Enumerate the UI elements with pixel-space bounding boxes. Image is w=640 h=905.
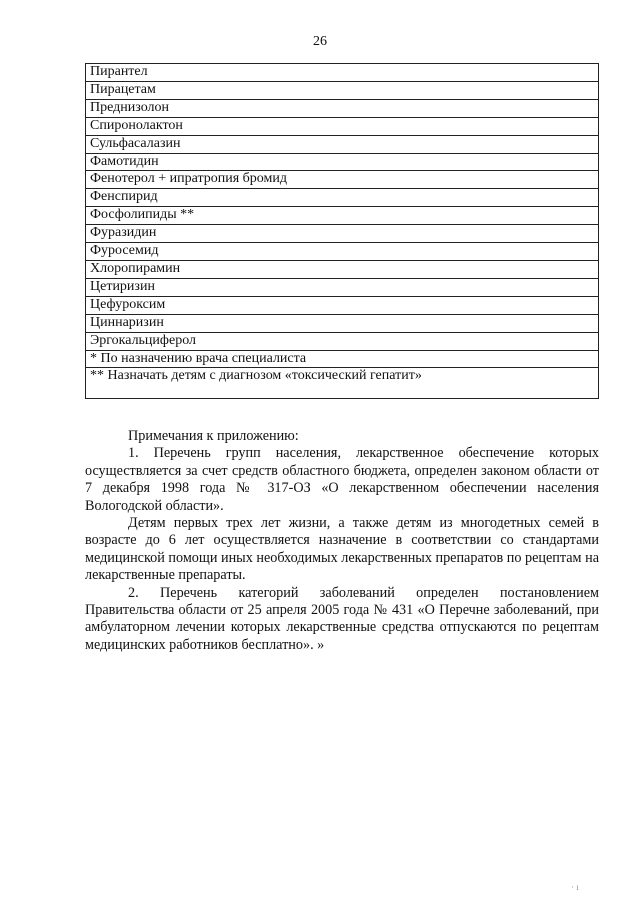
appendix-notes xyxy=(85,428,599,654)
drug-name: Фенотерол + ипратропия бромид xyxy=(86,171,599,189)
table-row xyxy=(86,171,599,189)
table-row xyxy=(86,99,599,117)
drug-name: Хлоропирамин xyxy=(86,260,599,278)
table-row xyxy=(86,81,599,99)
notes-heading: Примечания к приложению: xyxy=(128,428,299,444)
note-paragraph-2: 2. Перечень категорий заболеваний определен постановлением Правительства области от 25 апреля 2005 года № 431 «О Перечне заболеваний, при амбулаторном лечении которых лекарственные средства отпускаются по рецептам медицинских работников бесплатно». » xyxy=(85,584,599,653)
footnote-hepatitis: ** Назначать детям с диагнозом «токсический гепатит» xyxy=(86,368,599,399)
table-row xyxy=(86,189,599,207)
drug-name: Фамотидин xyxy=(86,153,599,171)
drug-name: Преднизолон xyxy=(86,99,599,117)
drug-name: Циннаризин xyxy=(86,314,599,332)
drug-name: Фосфолипиды ** xyxy=(86,207,599,225)
footnote-specialist: * По назначению врача специалиста xyxy=(86,350,599,368)
table-row xyxy=(86,207,599,225)
table-row xyxy=(86,225,599,243)
drug-name: Спиронолактон xyxy=(86,117,599,135)
footnote-row xyxy=(86,350,599,368)
table-row xyxy=(86,260,599,278)
drug-name: Цефуроксим xyxy=(86,296,599,314)
table-row xyxy=(86,332,599,350)
drug-name: Пирантел xyxy=(86,64,599,82)
table-row xyxy=(86,243,599,261)
note-paragraph-1: 1. Перечень групп населения, лекарственное обеспечение которых осуществляется за счет средств областного бюджета, определен законом области от 7 декабря 1998 года № 317-ОЗ «О лекарственном обеспечении населения Вологодской области». xyxy=(85,445,599,514)
drug-name: Цетиризин xyxy=(86,278,599,296)
drug-name: Сульфасалазин xyxy=(86,135,599,153)
drug-name: Фуросемид xyxy=(86,243,599,261)
table-row xyxy=(86,296,599,314)
scan-mark: · ı xyxy=(571,882,579,892)
table-row xyxy=(86,153,599,171)
page-number: 26 xyxy=(313,34,327,49)
table-row xyxy=(86,278,599,296)
drug-list-table xyxy=(85,63,599,399)
drug-name: Эргокальциферол xyxy=(86,332,599,350)
drug-name: Фуразидин xyxy=(86,225,599,243)
drug-name: Пирацетам xyxy=(86,81,599,99)
table-row xyxy=(86,135,599,153)
note-paragraph-children: Детям первых трех лет жизни, а также детям из многодетных семей в возрасте до 6 лет осуществляется назначение в соответствии со стандартами медицинской помощи иных необходимых лекарственных препаратов по рецептам на лекарственные препараты. xyxy=(85,515,599,584)
footnote-row xyxy=(86,368,599,399)
table-row xyxy=(86,64,599,82)
table-row xyxy=(86,117,599,135)
drug-name: Фенспирид xyxy=(86,189,599,207)
table-row xyxy=(86,314,599,332)
